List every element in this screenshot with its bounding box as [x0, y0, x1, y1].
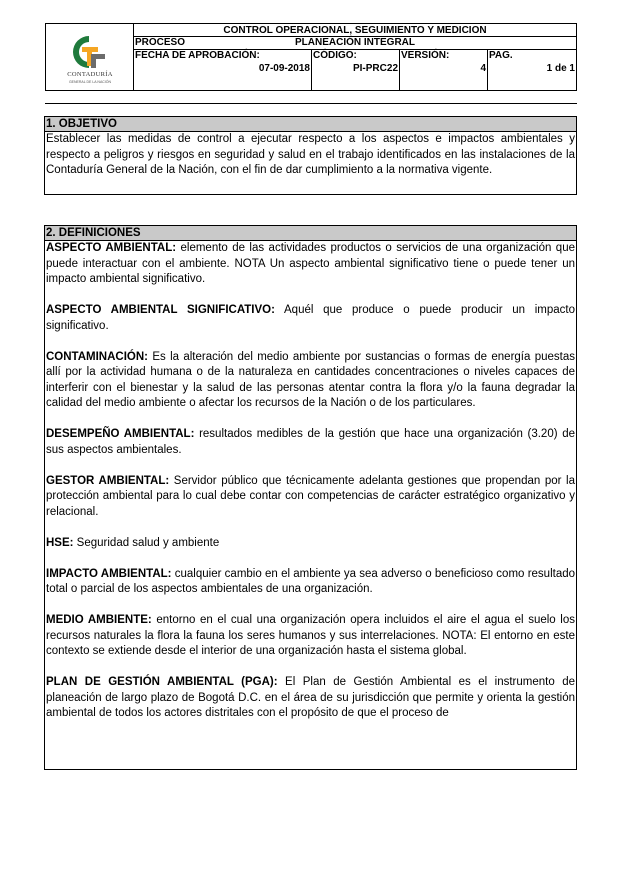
definition-text: Es la alteración del medio ambiente por sustancias o formas de energía puestas allí por la actividad humana o de la naturaleza en cantidades concentraciones o niveles capaces de interferir con el bienestar y la salud de las personas atentar contra la flora y/o la fauna degradar la calidad del medio ambiente o afectar los recursos de la Nación o de los particulares. [46, 350, 575, 409]
definition-item [46, 427, 575, 458]
definiciones-section [44, 225, 577, 770]
definition-term: PLAN DE GESTIÓN AMBIENTAL (PGA): [46, 676, 278, 688]
definition-term: GESTOR AMBIENTAL: [46, 474, 170, 487]
version-value: 4 [480, 63, 486, 74]
proceso-label: PROCESO [135, 37, 186, 48]
header-title: CONTROL OPERACIONAL, SEGUIMIENTO Y MEDICION [134, 24, 576, 37]
definiciones-heading: 2. DEFINICIONES [45, 226, 576, 241]
definition-term: CONTAMINACIÓN: [46, 350, 148, 363]
codigo-cell [312, 50, 400, 90]
codigo-label: CÓDIGO: [313, 50, 357, 61]
definiciones-list [45, 241, 576, 722]
codigo-value: PI-PRC22 [352, 63, 398, 74]
definition-item [46, 567, 575, 598]
definition-term: ASPECTO AMBIENTAL SIGNIFICATIVO: [46, 304, 275, 316]
definition-text: elemento de las actividades productos o servicios de una organización que puede interactuar con el ambiente. NOTA Un aspecto ambiental significativo tiene o puede tener un impacto ambiental significativo. [46, 242, 575, 285]
logo-name: CONTADURÍA [67, 71, 113, 78]
definition-item [46, 303, 575, 334]
definition-term: HSE: [46, 536, 74, 549]
definition-text: resultados medibles de la gestión que hace una organización (3.20) de sus aspectos ambientales. [46, 428, 575, 456]
fecha-value: 07-09-2018 [258, 63, 310, 74]
definition-text: Servidor público que técnicamente adelanta gestiones que propendan por la protección ambiental para lo cual debe contar con competencias de carácter estratégico organizativo y relacional. [46, 474, 575, 518]
fecha-cell [134, 50, 312, 90]
definition-term: ASPECTO AMBIENTAL: [46, 242, 177, 254]
process-row [134, 37, 576, 50]
objetivo-section [44, 116, 577, 195]
objetivo-text: Establecer las medidas de control a ejecutar respecto a los aspectos e impactos ambientales y respecto a peligros y riesgos en seguridad y salud en el trabajo identificados en las instalaciones de la Contaduría General de la Nación, con el fin de dar cumplimiento a la normativa vigente. [46, 133, 575, 176]
definition-text: cualquier cambio en el ambiente ya sea adverso o beneficioso como resultado total o parcial de los aspectos ambientales de una organización. [46, 567, 576, 595]
definition-item [46, 241, 575, 288]
pag-cell [488, 50, 576, 90]
definition-text: Aquél que produce o puede producir un impacto significativo. [46, 304, 575, 332]
definition-text: El Plan de Gestión Ambiental es el instrumento de planeación de largo plazo de Bogotá D.C. en el área de su jurisdicción que permite y orienta la gestión ambiental de todos los actores distritales con el propósito de que el proceso de [46, 676, 575, 719]
definition-text: Seguridad salud y ambiente [73, 536, 220, 549]
fecha-label: FECHA DE APROBACIÓN: [135, 50, 260, 61]
version-label: VERSIÓN: [401, 50, 450, 61]
definition-term: MEDIO AMBIENTE: [46, 614, 152, 626]
divider-line [45, 103, 577, 104]
definition-item [46, 350, 575, 412]
document-header [45, 23, 577, 91]
proceso-value: PLANEACIÓN INTEGRAL [295, 37, 415, 48]
definition-term: IMPACTO AMBIENTAL: [46, 567, 172, 580]
definition-term: DESEMPEÑO AMBIENTAL: [46, 428, 195, 440]
contaduria-logo-icon [60, 32, 118, 72]
definition-item [46, 675, 575, 722]
metadata-row [134, 50, 576, 90]
logo-cell [46, 24, 134, 90]
pag-value: 1 de 1 [546, 63, 575, 74]
definition-text: entorno en el cual una organización opera incluidos el aire el agua el suelo los recursos naturales la flora la fauna los seres humanos y sus interrelaciones. NOTA: El entorno en este contexto se extiende desde el interior de una organización hasta el sistema global. [46, 614, 575, 657]
pag-label: PAG. [489, 50, 513, 61]
objetivo-heading: 1. OBJETIVO [45, 117, 576, 132]
definition-item [46, 474, 575, 521]
definition-item [46, 613, 575, 660]
definition-item [46, 536, 575, 552]
version-cell [400, 50, 488, 90]
logo-subtitle: GENERAL DE LA NACIÓN [68, 80, 112, 84]
